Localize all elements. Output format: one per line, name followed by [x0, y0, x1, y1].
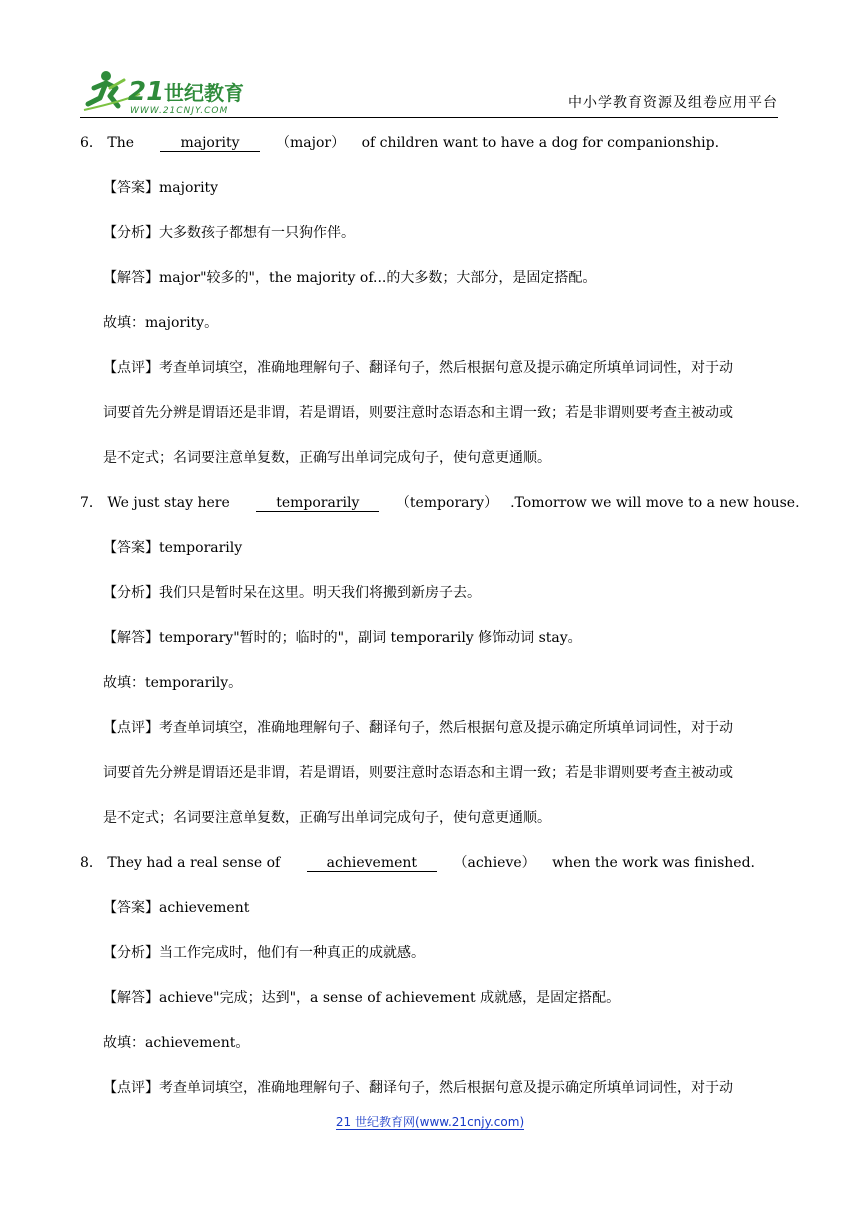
- question-text-after: of children want to have a dog for companionship.: [361, 135, 720, 151]
- logo: [80, 66, 260, 116]
- fill-line: 故填：achievement。: [103, 1035, 250, 1051]
- comment-line: 【点评】考查单词填空，准确地理解句子、翻译句子，然后根据句意及提示确定所填单词词性，对于动: [103, 720, 733, 736]
- analysis-line: 【分析】当工作完成时，他们有一种真正的成就感。: [103, 945, 425, 961]
- question-6: [80, 132, 719, 152]
- comment-line: 是不定式；名词要注意单复数，正确写出单词完成句子，使句意更通顺。: [103, 810, 551, 826]
- fill-line: 故填：temporarily。: [103, 675, 243, 691]
- question-text-before: They had a real sense of: [107, 855, 281, 871]
- question-text-after: when the work was finished.: [552, 855, 755, 871]
- comment-line: 词要首先分辨是谓语还是非谓，若是谓语，则要注意时态语态和主谓一致；若是非谓则要考查主被动或: [103, 405, 733, 421]
- answer-blank: majority: [160, 136, 259, 152]
- question-number: 8．: [80, 855, 103, 871]
- runner-icon: [80, 66, 260, 116]
- analysis-line: 【分析】大多数孩子都想有一只狗作伴。: [103, 225, 355, 241]
- answer-line: 【答案】temporarily: [103, 540, 243, 556]
- question-text-before: The: [107, 135, 135, 151]
- question-number: 6．: [80, 135, 103, 151]
- fill-line: 故填：majority。: [103, 315, 219, 331]
- question-text-after: .Tomorrow we will move to a new house.: [510, 495, 800, 511]
- comment-line: 词要首先分辨是谓语还是非谓，若是谓语，则要注意时态语态和主谓一致；若是非谓则要考查主被动或: [103, 765, 733, 781]
- solution-line: 【解答】temporary"暂时的；临时的"，副词 temporarily 修饰动词 stay。: [103, 630, 582, 646]
- page-header: [80, 66, 778, 118]
- solution-line: 【解答】achieve"完成；达到"，a sense of achievement 成就感，是固定搭配。: [103, 990, 621, 1006]
- comment-line: 【点评】考查单词填空，准确地理解句子、翻译句子，然后根据句意及提示确定所填单词词性，对于动: [103, 360, 733, 376]
- word-hint: （temporary）: [395, 495, 499, 511]
- svg-text:WWW.21CNJY.COM: WWW.21CNJY.COM: [130, 106, 229, 116]
- comment-line: 【点评】考查单词填空，准确地理解句子、翻译句子，然后根据句意及提示确定所填单词词性，对于动: [103, 1080, 733, 1096]
- analysis-line: 【分析】我们只是暂时呆在这里。明天我们将搬到新房子去。: [103, 585, 481, 601]
- comment-line: 是不定式；名词要注意单复数，正确写出单词完成句子，使句意更通顺。: [103, 450, 551, 466]
- question-8: [80, 852, 755, 872]
- svg-text:世纪教育: 世纪教育: [164, 81, 244, 105]
- platform-title: 中小学教育资源及组卷应用平台: [568, 95, 778, 111]
- question-7: [80, 492, 800, 512]
- page-footer: [0, 1113, 860, 1130]
- solution-line: 【解答】major"较多的"，the majority of...的大多数；大部分，是固定搭配。: [103, 270, 597, 286]
- word-hint: （major）: [276, 135, 346, 151]
- question-text-before: We just stay here: [107, 495, 230, 511]
- answer-blank: temporarily: [256, 496, 379, 512]
- answer-line: 【答案】majority: [103, 180, 219, 196]
- footer-link[interactable]: 21 世纪教育网(www.21cnjy.com): [335, 1115, 525, 1129]
- question-number: 7．: [80, 495, 103, 511]
- answer-line: 【答案】achievement: [103, 900, 250, 916]
- header-divider: [80, 117, 778, 118]
- answer-blank: achievement: [307, 856, 437, 872]
- svg-text:21: 21: [128, 77, 165, 107]
- word-hint: （achieve）: [453, 855, 536, 871]
